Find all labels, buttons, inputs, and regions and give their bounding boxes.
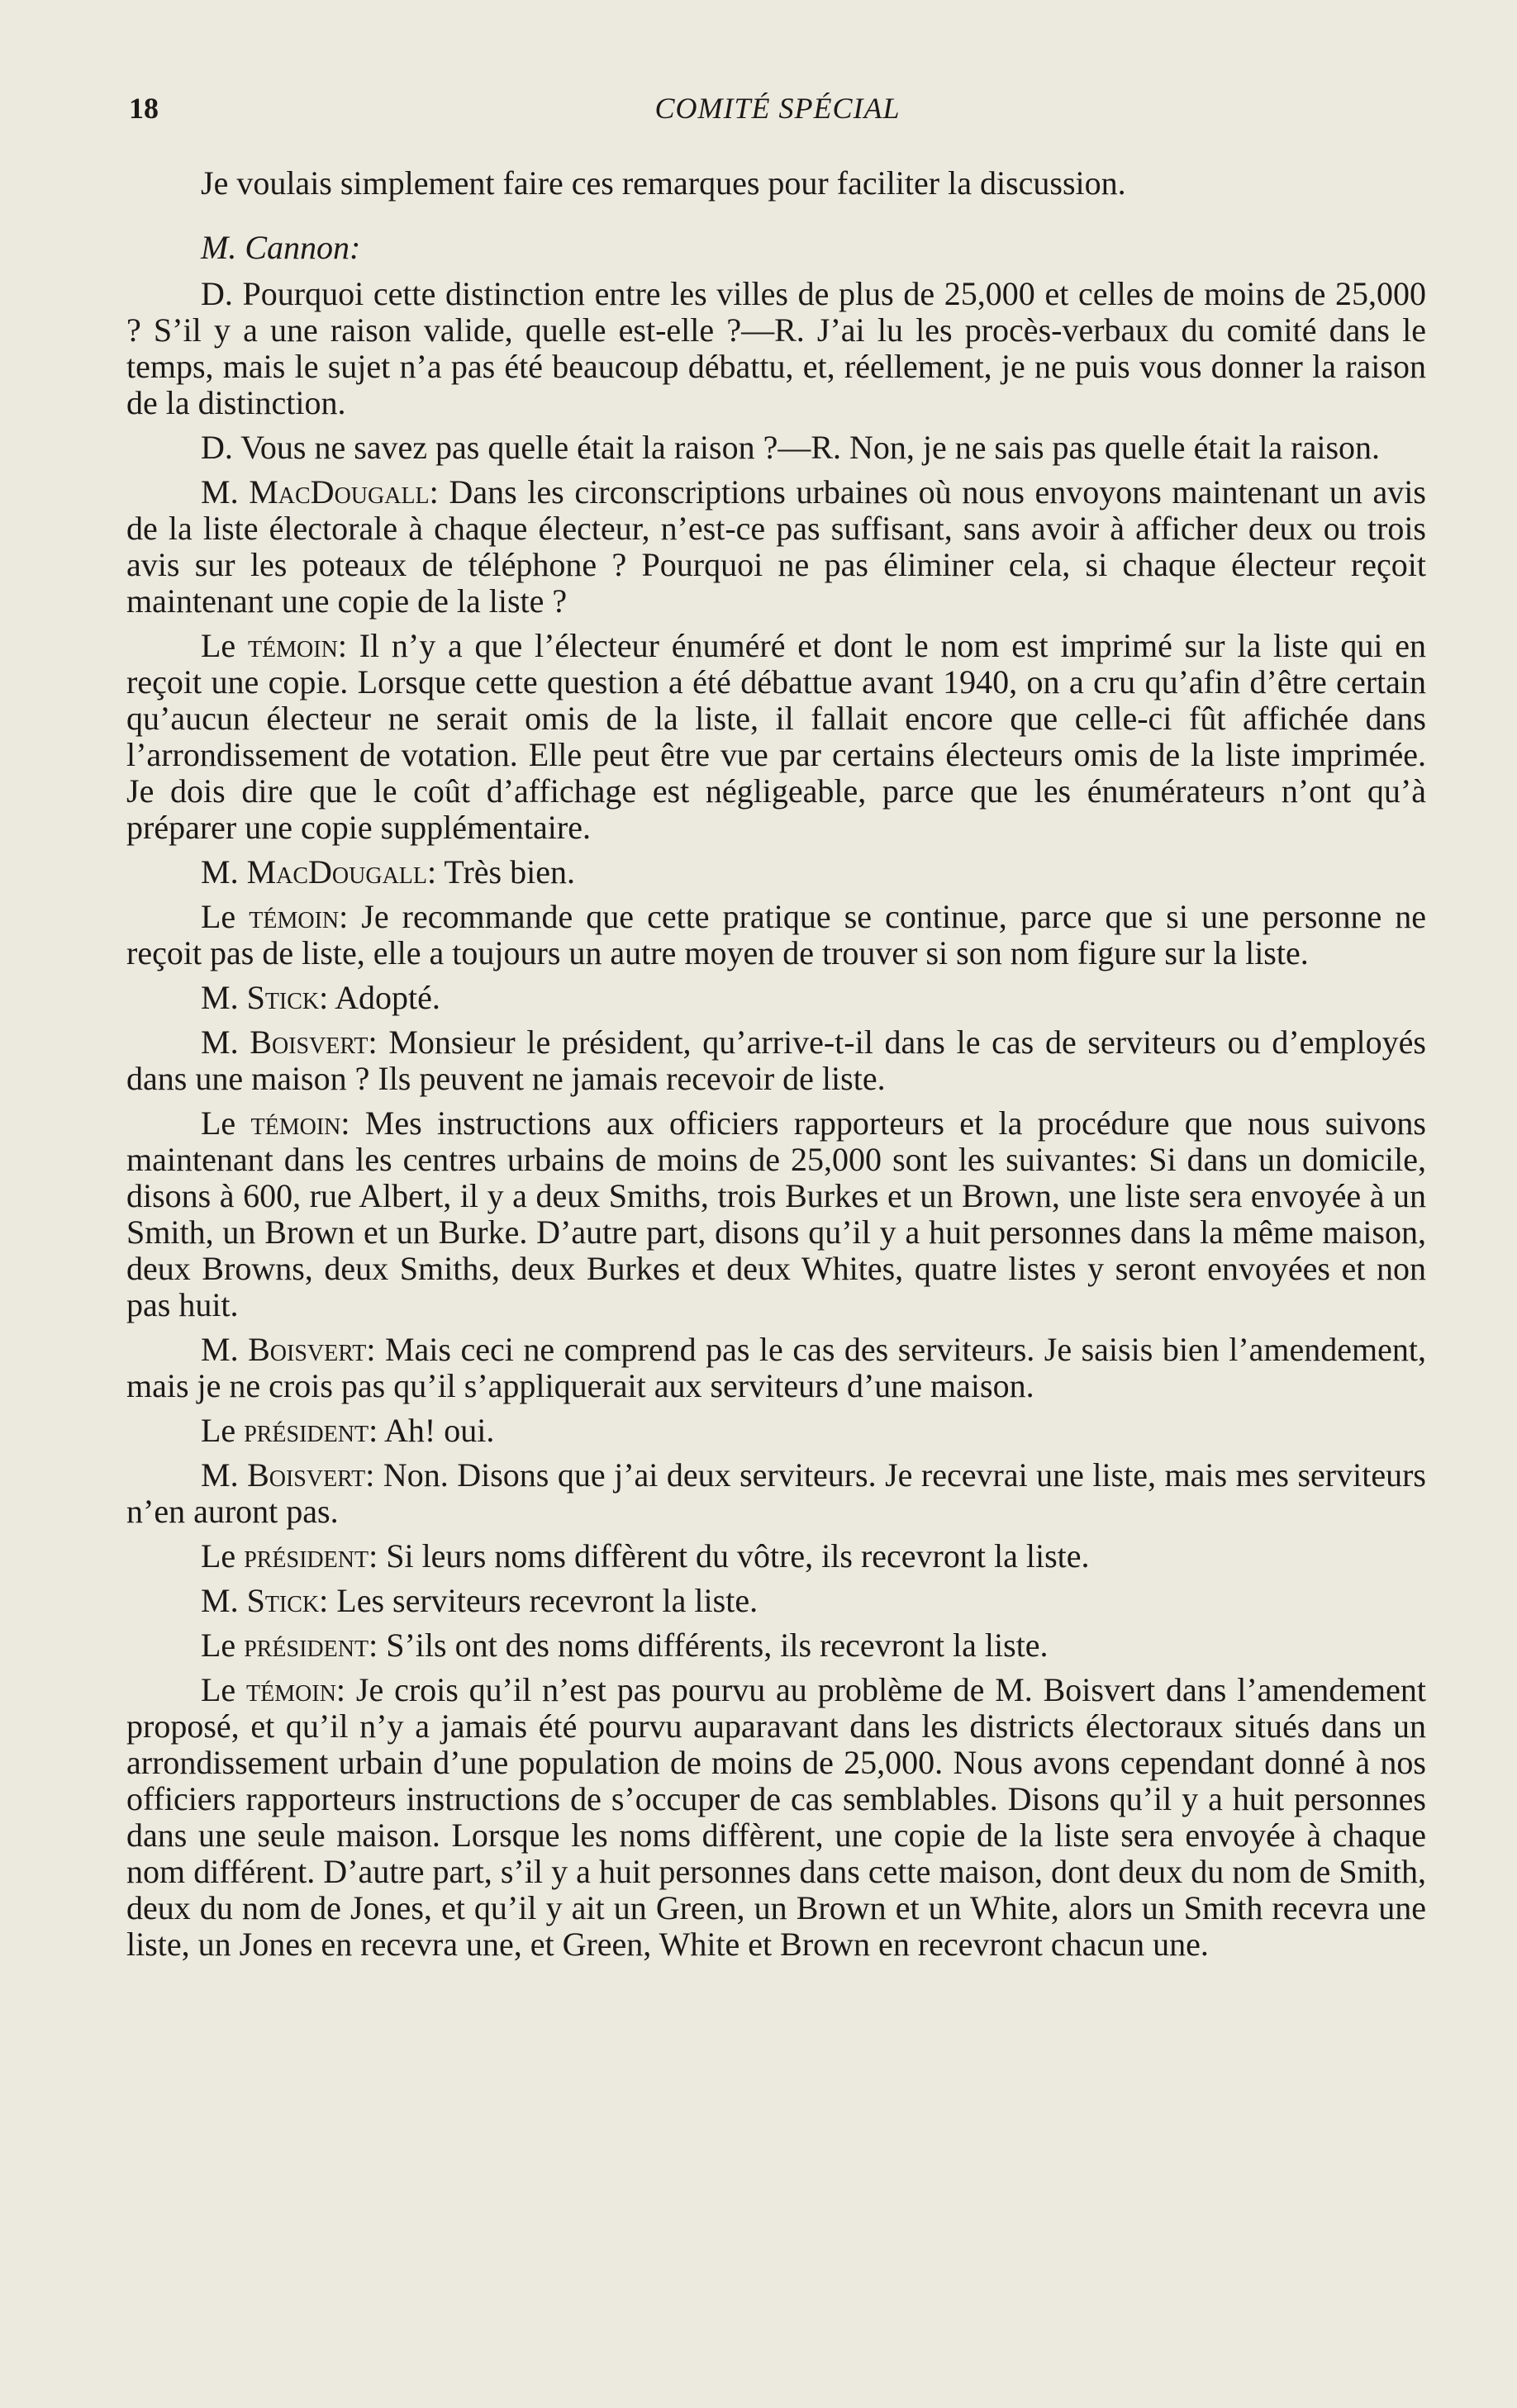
speaker-title: M. (201, 979, 247, 1016)
speech-paragraph (126, 854, 1426, 891)
speech-text: : Je crois qu’il n’est pas pourvu au problème de M. Boisvert dans l’amendement proposé, et qu’il n’y a jamais été pourvu auparavant dans les districts électoraux situés dans un arrondissement urbain d’une population de moins de 25,000. Nous avons cependant donné à nos officiers rapporteurs instructions de s’occuper de cas semblables. Disons qu’il y a huit personnes dans une seule maison. Lorsque les noms diffèrent, une copie de la liste sera envoyée à chaque nom différent. D’autre part, s’il y a huit personnes dans cette maison, dont deux du nom de Smith, deux du nom de Jones, et qu’il y ait un Green, un Brown et un White, alors un Smith recevra une liste, un Jones en recevra une, et Green, White et Brown en recevront chacun une. (126, 1671, 1426, 1963)
speech-text: : Ah! oui. (369, 1412, 495, 1449)
speaker-name: MacDougall (246, 853, 428, 891)
paragraph: D. Pourquoi cette distinction entre les villes de plus de 25,000 et celles de moins de 25,000 ? S’il y a une raison valide, quelle est-elle ?—R. J’ai lu les procès-verbaux du comité dans le temps, mais le sujet n’a pas été beaucoup débattu, et, réellement, je ne puis vous donner la raison de la distinction. (126, 275, 1426, 421)
speech-text: : Si leurs noms diffèrent du vôtre, ils recevront la liste. (369, 1537, 1090, 1574)
speaker-name: MacDougall (249, 473, 430, 511)
speech-paragraph (126, 474, 1426, 620)
speaker-title: M. (201, 473, 250, 511)
speaker-name: Boisvert (247, 1456, 366, 1494)
speech-paragraph (126, 1538, 1426, 1574)
speech-text: : Mais ceci ne comprend pas le cas des serviteurs. Je saisis bien l’amendement, mais je ne crois pas qu’il s’appliquerait aux serviteurs d’une maison. (126, 1331, 1426, 1404)
speech-text: : Adopté. (319, 979, 440, 1016)
speech-paragraph (126, 1672, 1426, 1963)
speaker-name: Stick (246, 979, 320, 1016)
speech-paragraph (126, 1627, 1426, 1664)
speaker-name: témoin (250, 1104, 341, 1142)
speaker-title: Le (201, 1412, 245, 1449)
speech-paragraph (126, 1024, 1426, 1097)
speaker-name: Boisvert (250, 1024, 369, 1061)
speaker-name: président (244, 1537, 369, 1574)
speaker-title: M. (201, 1331, 249, 1368)
speaker-name: président (244, 1627, 369, 1664)
speaker-title: Le (201, 1627, 245, 1664)
speech-paragraph (126, 899, 1426, 971)
speaker-title: Le (201, 898, 250, 935)
speech-text: : Les serviteurs recevront la liste. (319, 1582, 758, 1619)
speaker-name: témoin (246, 1671, 336, 1708)
speech-text: : Il n’y a que l’électeur énuméré et dont le nom est imprimé sur la liste qui en reçoit une copie. Lorsque cette question a été débattue avant 1940, on a cru qu’afin d’être certain qu’aucun électeur ne serait omis de la liste, il fallait encore que celle-ci fût affichée dans l’arrondissement de votation. Elle peut être vue par certains électeurs omis de la liste imprimée. Je dois dire que le coût d’affichage est négligeable, parce que les énumérateurs n’ont qu’à préparer une copie supplémentaire. (126, 627, 1426, 846)
speaker-name: témoin (249, 898, 340, 935)
speaker-title: Le (201, 1671, 247, 1708)
speaker-name: président (244, 1412, 369, 1449)
body-text (126, 165, 1426, 1971)
speaker-title: Le (201, 627, 248, 664)
speech-paragraph (126, 1413, 1426, 1449)
speaker-name: Boisvert (248, 1331, 367, 1368)
speech-paragraph (126, 1332, 1426, 1404)
speaker-title: Le (201, 1537, 245, 1574)
speech-text: : S’ils ont des noms différents, ils recevront la liste. (369, 1627, 1049, 1664)
speech-text: : Dans les circonscriptions urbaines où nous envoyons maintenant un avis de la liste électorale à chaque électeur, n’est-ce pas suffisant, sans avoir à afficher deux ou trois avis sur les poteaux de téléphone ? Pourquoi ne pas éliminer cela, si chaque électeur reçoit maintenant une copie de la liste ? (126, 473, 1426, 620)
speech-paragraph (126, 1105, 1426, 1323)
speech-paragraph (126, 1457, 1426, 1530)
speech-paragraph (126, 1583, 1426, 1619)
speech-paragraph (126, 628, 1426, 846)
speech-text: : Je recommande que cette pratique se continue, parce que si une personne ne reçoit pas de liste, elle a toujours un autre moyen de trouver si son nom figure sur la liste. (126, 898, 1427, 971)
speaker-title: M. (201, 1582, 247, 1619)
paragraph: Je voulais simplement faire ces remarques pour faciliter la discussion. (201, 164, 1126, 202)
speech-text: : Très bien. (427, 853, 575, 891)
speaker-title: M. (201, 853, 247, 891)
speaker-name: Stick (246, 1582, 320, 1619)
speaker-title: M. (201, 1024, 250, 1061)
speaker-title: M. (201, 1456, 248, 1494)
speaker-title: Le (201, 1104, 251, 1142)
speaker-heading: M. Cannon: (201, 229, 361, 266)
running-title: COMITÉ SPÉCIAL (654, 92, 901, 125)
speaker-name: témoin (247, 627, 338, 664)
page-number: 18 (129, 92, 159, 125)
speech-text: : Mes instructions aux officiers rapporteurs et la procédure que nous suivons maintenant dans les centres urbains de moins de 25,000 sont les suivantes: Si dans un domicile, disons à 600, rue Albert, il y a deux Smiths, trois Burkes et un Brown, une liste sera envoyée à un Smith, un Brown et un Burke. D’autre part, disons qu’il y a huit personnes dans la même maison, deux Browns, deux Smiths, deux Burkes et deux Whites, quatre listes y seront envoyées et non pas huit. (126, 1104, 1427, 1323)
speech-text: : Monsieur le président, qu’arrive-t-il dans le cas de serviteurs ou d’employés dans une maison ? Ils peuvent ne jamais recevoir de liste. (126, 1024, 1426, 1097)
speech-text: : Non. Disons que j’ai deux serviteurs. Je recevrai une liste, mais mes serviteurs n’en auront pas. (126, 1456, 1426, 1530)
paragraph: D. Vous ne savez pas quelle était la raison ?—R. Non, je ne sais pas quelle était la raison. (201, 429, 1381, 466)
page-header (129, 91, 1426, 132)
speech-paragraph (126, 980, 1426, 1016)
